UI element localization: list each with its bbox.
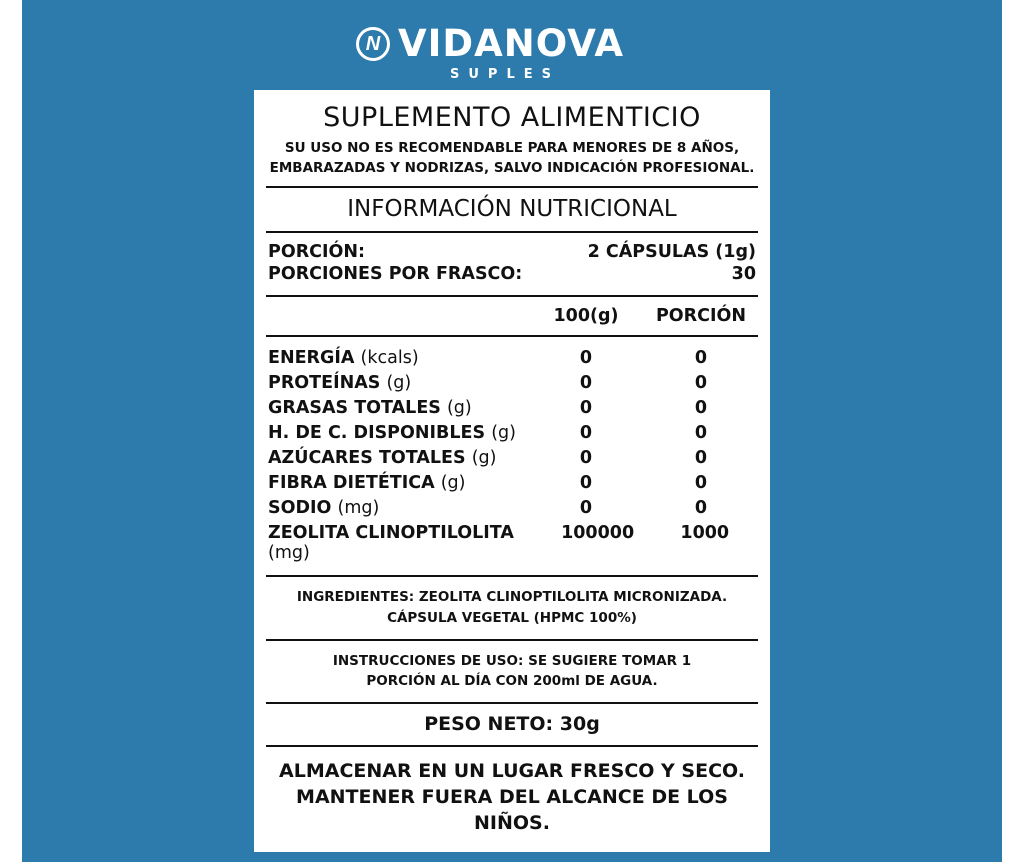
warning-line-1: SU USO NO ES RECOMENDABLE PARA MENORES DE 8 AÑOS, [284, 140, 740, 156]
nutrient-per-100g: 100000 [561, 522, 635, 543]
nutrient-label: SODIO [268, 497, 332, 518]
warning-text [254, 139, 770, 186]
nutrient-name [268, 498, 526, 518]
nutrient-label: FIBRA DIETÉTICA [268, 472, 435, 493]
storage-instructions [254, 747, 770, 852]
nutrient-per-portion: 0 [694, 372, 708, 393]
nutrient-label: ZEOLITA CLINOPTILOLITA [268, 522, 514, 543]
nutrient-name [268, 398, 526, 418]
nutrient-unit: (g) [446, 397, 472, 418]
nutrition-column-headers [254, 297, 770, 335]
vidanova-logo-icon: N [356, 27, 390, 61]
nutrient-per-portion: 1000 [680, 522, 730, 543]
title-section [254, 102, 770, 186]
table-row [268, 520, 756, 565]
nutrient-unit: (mg) [268, 542, 310, 563]
table-row [268, 345, 756, 370]
serving-label: PORCIÓN: [268, 242, 366, 263]
nutrient-per-portion: 0 [694, 472, 708, 493]
nutrient-per-portion: 0 [694, 447, 708, 468]
storage-line-2: MANTENER FUERA DEL ALCANCE DE LOS NIÑOS. [296, 786, 728, 834]
storage-line-1: ALMACENAR EN UN LUGAR FRESCO Y SECO. [279, 760, 745, 783]
nutrient-unit: (kcals) [360, 347, 419, 368]
nutrient-per-portion: 0 [694, 422, 708, 443]
column-header-100g: 100(g) [553, 306, 619, 327]
brand-subtitle: SUPLES [450, 67, 560, 82]
table-row [268, 495, 756, 520]
table-row [268, 470, 756, 495]
nutrient-name [268, 373, 526, 393]
nutrient-per-portion: 0 [694, 497, 708, 518]
servings-per-container-row [268, 263, 756, 285]
nutrient-per-100g: 0 [579, 347, 593, 368]
ingredients-section [254, 577, 770, 639]
nutrient-label: PROTEÍNAS [268, 372, 381, 393]
nutrient-per-100g: 0 [579, 447, 593, 468]
nutrient-unit: (g) [440, 472, 466, 493]
nutrient-per-100g: 0 [579, 372, 593, 393]
nutrient-unit: (mg) [337, 497, 380, 518]
nutrient-label: H. DE C. DISPONIBLES [268, 422, 486, 443]
column-header-portion: PORCIÓN [655, 306, 747, 327]
serving-row [268, 241, 756, 263]
nutrient-per-portion: 0 [694, 347, 708, 368]
nutrition-title: INFORMACIÓN NUTRICIONAL [347, 196, 677, 223]
ingredients-line-1: INGREDIENTES: ZEOLITA CLINOPTILOLITA MICRONIZADA. [296, 589, 728, 606]
serving-value: 2 CÁPSULAS (1g) [587, 242, 756, 263]
table-row [268, 370, 756, 395]
table-row [268, 420, 756, 445]
nutrient-label: GRASAS TOTALES [268, 397, 441, 418]
table-row [268, 395, 756, 420]
brand-header [0, 22, 980, 82]
table-row [268, 445, 756, 470]
serving-info [254, 233, 770, 295]
servings-label: PORCIONES POR FRASCO: [268, 264, 523, 285]
usage-line-2: PORCIÓN AL DÍA CON 200ml DE AGUA. [366, 673, 658, 690]
nutrient-label: AZÚCARES TOTALES [268, 447, 466, 468]
nutrient-label: ENERGÍA [268, 347, 355, 368]
nutrient-unit: (g) [386, 372, 412, 393]
servings-value: 30 [731, 264, 756, 285]
nutrient-per-100g: 0 [579, 397, 593, 418]
nutrient-per-100g: 0 [579, 472, 593, 493]
product-title: SUPLEMENTO ALIMENTICIO [323, 102, 701, 133]
nutrient-name [268, 448, 526, 468]
brand-name: VIDANOVA [398, 22, 624, 65]
nutrient-per-100g: 0 [579, 497, 593, 518]
nutrient-per-100g: 0 [579, 422, 593, 443]
net-weight: PESO NETO: 30g [424, 713, 600, 736]
brand-row [0, 22, 980, 65]
nutrition-rows [254, 337, 770, 575]
nutrient-per-portion: 0 [694, 397, 708, 418]
nutrient-name [268, 423, 526, 443]
nutrient-name [268, 473, 526, 493]
warning-line-2: EMBARAZADAS Y NODRIZAS, SALVO INDICACIÓN PROFESIONAL. [269, 159, 755, 176]
usage-line-1: INSTRUCCIONES DE USO: SE SUGIERE TOMAR 1 [332, 652, 692, 669]
nutrient-name [268, 348, 526, 368]
nutrition-card [254, 90, 770, 852]
nutrient-name [268, 523, 542, 563]
ingredients-line-2: CÁPSULA VEGETAL (HPMC 100%) [387, 609, 637, 626]
column-header-nutrient [268, 306, 526, 326]
nutrient-unit: (g) [491, 422, 516, 443]
usage-section [254, 641, 770, 703]
nutrient-unit: (g) [471, 447, 497, 468]
